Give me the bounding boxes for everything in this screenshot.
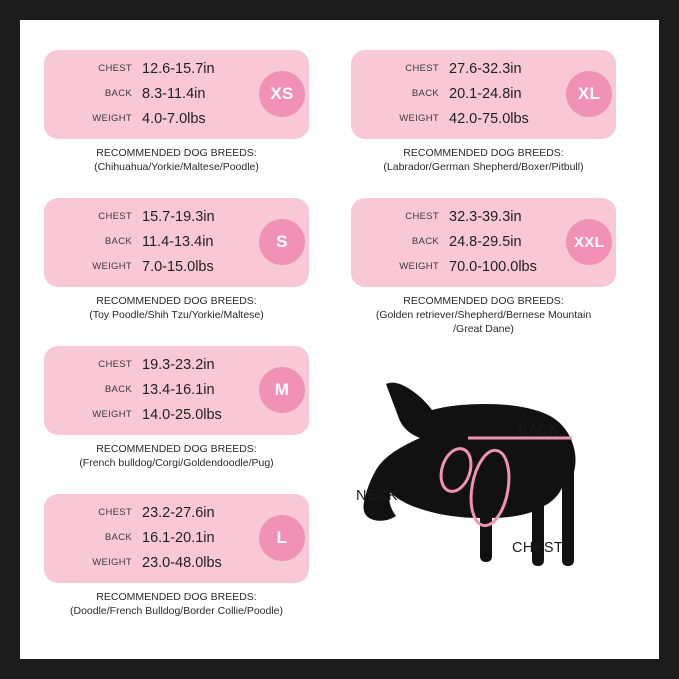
weight-label: WEIGHT — [92, 261, 132, 272]
size-badge: M — [259, 367, 305, 413]
chest-value: 19.3-23.2in — [142, 356, 215, 373]
breeds-heading: RECOMMENDED DOG BREEDS: — [403, 147, 564, 159]
measurement-row-chest — [351, 56, 573, 81]
back-value: 20.1-24.8in — [449, 85, 522, 102]
recommended-breeds — [351, 294, 616, 336]
measurement-row-back — [351, 81, 573, 106]
size-block-s — [44, 198, 309, 322]
size-card — [351, 198, 616, 287]
size-chart-sheet — [20, 20, 659, 659]
recommended-breeds — [44, 294, 309, 322]
recommended-breeds — [44, 590, 309, 618]
back-value: 11.4-13.4in — [142, 233, 214, 250]
size-badge: XS — [259, 71, 305, 117]
chest-label: CHEST — [98, 211, 132, 222]
weight-value: 23.0-48.0lbs — [142, 554, 222, 571]
chest-value: 32.3-39.3in — [449, 208, 522, 225]
measurement-row-chest — [44, 500, 266, 525]
measurement-row-back — [44, 81, 266, 106]
back-value: 8.3-11.4in — [142, 85, 206, 102]
chest-label: CHEST — [98, 63, 132, 74]
measurement-row-weight — [351, 254, 573, 279]
chest-value: 27.6-32.3in — [449, 60, 522, 77]
chest-diagram-label: CHEST — [512, 540, 564, 556]
back-value: 13.4-16.1in — [142, 381, 215, 398]
size-badge: XXL — [566, 219, 612, 265]
back-label: BACK — [104, 532, 132, 543]
measurement-rows — [351, 56, 573, 131]
size-block-xl — [351, 50, 616, 174]
weight-value: 70.0-100.0lbs — [449, 258, 537, 275]
size-block-xxl — [351, 198, 616, 336]
measurement-rows — [44, 500, 266, 575]
breeds-heading: RECOMMENDED DOG BREEDS: — [96, 591, 257, 603]
recommended-breeds — [44, 442, 309, 470]
measurement-rows — [44, 352, 266, 427]
breeds-list-line1: (Labrador/German Shepherd/Boxer/Pitbull) — [383, 161, 584, 173]
size-block-m — [44, 346, 309, 470]
breeds-list-line1: (Toy Poodle/Shih Tzu/Yorkie/Maltese) — [89, 309, 264, 321]
chest-value: 12.6-15.7in — [142, 60, 215, 77]
weight-value: 14.0-25.0lbs — [142, 406, 222, 423]
recommended-breeds — [44, 146, 309, 174]
size-card — [44, 494, 309, 583]
dog-measurement-diagram — [340, 360, 640, 620]
chest-label: CHEST — [405, 63, 439, 74]
measurement-row-chest — [44, 56, 266, 81]
breeds-list-line1: (Golden retriever/Shepherd/Bernese Mountain — [375, 309, 592, 321]
measurement-row-back — [44, 525, 266, 550]
measurement-rows — [44, 204, 266, 279]
size-card — [44, 50, 309, 139]
breeds-list-line1: (Doodle/French Bulldog/Border Collie/Poodle) — [69, 605, 284, 617]
chest-label: CHEST — [98, 507, 132, 518]
size-card — [351, 50, 616, 139]
weight-value: 4.0-7.0lbs — [142, 110, 206, 127]
recommended-breeds — [351, 146, 616, 174]
breeds-heading: RECOMMENDED DOG BREEDS: — [96, 443, 257, 455]
back-label: BACK — [411, 236, 439, 247]
back-label: BACK — [104, 88, 132, 99]
breeds-list-line2: /Great Dane) — [453, 323, 514, 335]
neck-diagram-label: NECK — [356, 488, 398, 504]
measurement-row-weight — [44, 254, 266, 279]
measurement-row-weight — [351, 106, 573, 131]
breeds-heading: RECOMMENDED DOG BREEDS: — [96, 295, 257, 307]
back-label: BACK — [104, 384, 132, 395]
back-diagram-label: BACK — [518, 422, 560, 438]
size-badge: XL — [566, 71, 612, 117]
measurement-row-chest — [44, 204, 266, 229]
back-label: BACK — [104, 236, 132, 247]
weight-label: WEIGHT — [92, 113, 132, 124]
weight-value: 7.0-15.0lbs — [142, 258, 214, 275]
measurement-row-weight — [44, 402, 266, 427]
weight-label: WEIGHT — [92, 557, 132, 568]
breeds-heading: RECOMMENDED DOG BREEDS: — [96, 147, 257, 159]
measurement-row-back — [44, 377, 266, 402]
size-card — [44, 198, 309, 287]
measurement-row-chest — [351, 204, 573, 229]
weight-value: 42.0-75.0lbs — [449, 110, 529, 127]
weight-label: WEIGHT — [399, 261, 439, 272]
weight-label: WEIGHT — [399, 113, 439, 124]
measurement-row-back — [44, 229, 266, 254]
back-value: 16.1-20.1in — [142, 529, 215, 546]
size-card — [44, 346, 309, 435]
weight-label: WEIGHT — [92, 409, 132, 420]
back-label: BACK — [411, 88, 439, 99]
chest-value: 15.7-19.3in — [142, 208, 215, 225]
back-value: 24.8-29.5in — [449, 233, 522, 250]
chest-label: CHEST — [98, 359, 132, 370]
measurement-rows — [351, 204, 573, 279]
chest-value: 23.2-27.6in — [142, 504, 215, 521]
size-badge: L — [259, 515, 305, 561]
breeds-heading: RECOMMENDED DOG BREEDS: — [403, 295, 564, 307]
measurement-rows — [44, 56, 266, 131]
breeds-list-line1: (French bulldog/Corgi/Goldendoodle/Pug) — [79, 457, 274, 469]
size-block-l — [44, 494, 309, 618]
size-block-xs — [44, 50, 309, 174]
chest-label: CHEST — [405, 211, 439, 222]
measurement-row-weight — [44, 106, 266, 131]
measurement-row-weight — [44, 550, 266, 575]
breeds-list-line1: (Chihuahua/Yorkie/Maltese/Poodle) — [94, 161, 259, 173]
size-badge: S — [259, 219, 305, 265]
measurement-row-chest — [44, 352, 266, 377]
measurement-row-back — [351, 229, 573, 254]
